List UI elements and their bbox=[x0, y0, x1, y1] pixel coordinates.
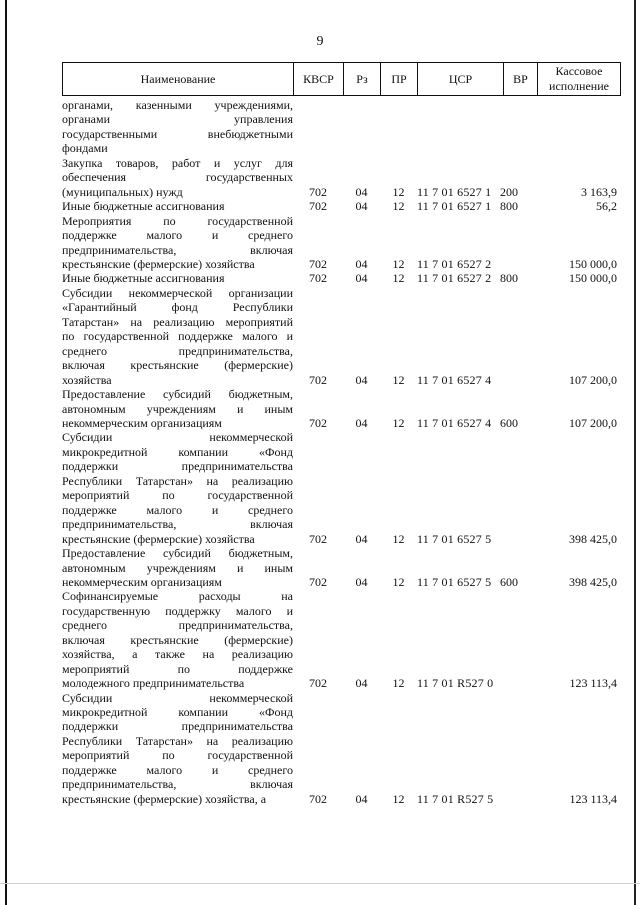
row-name-line: предпринимательства, включая bbox=[62, 777, 293, 792]
row-name bbox=[62, 156, 293, 199]
cell-rz: 04 bbox=[355, 574, 368, 589]
row-name-line: органами управления bbox=[62, 112, 293, 127]
cell-rz: 04 bbox=[355, 372, 368, 387]
row-name bbox=[62, 430, 293, 546]
table-row bbox=[0, 271, 640, 285]
row-name bbox=[62, 199, 293, 213]
row-name-line: Закупка товаров, работ и услуг для bbox=[62, 155, 293, 170]
row-name-line: Софинансируемые расходы на bbox=[62, 589, 293, 604]
cell-rz: 04 bbox=[355, 256, 368, 271]
cell-amount: 150 000,0 bbox=[569, 271, 617, 286]
row-name bbox=[62, 589, 293, 690]
row-name-line: поддержки предпринимательства bbox=[62, 719, 293, 734]
cell-pr: 12 bbox=[392, 531, 405, 546]
table-row bbox=[0, 286, 640, 387]
cell-amount: 150 000,0 bbox=[569, 256, 617, 271]
cell-amount: 107 200,0 bbox=[569, 372, 617, 387]
cell-pr: 12 bbox=[392, 574, 405, 589]
row-name bbox=[62, 214, 293, 272]
cell-csr: 11 7 01 6527 4 bbox=[417, 415, 492, 430]
table-row bbox=[0, 98, 640, 156]
cell-kvsr: 702 bbox=[309, 271, 327, 286]
cell-rz: 04 bbox=[355, 676, 368, 691]
row-name-line: (муниципальных) нужд bbox=[62, 184, 183, 199]
row-name-line: хозяйства, а также на реализацию bbox=[62, 647, 293, 662]
cell-amount: 123 113,4 bbox=[569, 791, 617, 806]
header-rz: Рз bbox=[343, 62, 380, 96]
table-row bbox=[0, 430, 640, 546]
table-body bbox=[0, 98, 640, 806]
cell-amount: 123 113,4 bbox=[569, 676, 617, 691]
cell-kvsr: 702 bbox=[309, 199, 327, 214]
cell-amount: 56,2 bbox=[596, 199, 617, 214]
row-name-line: среднего предпринимательства, bbox=[62, 618, 293, 633]
row-name-line: микрокредитной компании «Фонд bbox=[62, 705, 293, 720]
cell-rz: 04 bbox=[355, 791, 368, 806]
table-row bbox=[0, 199, 640, 213]
row-name-line: предпринимательства, включая bbox=[62, 517, 293, 532]
row-name-line: хозяйства bbox=[62, 372, 112, 387]
row-name-line: Предоставление субсидий бюджетным, bbox=[62, 387, 293, 402]
row-name-line: обеспечения государственных bbox=[62, 170, 293, 185]
cell-pr: 12 bbox=[392, 372, 405, 387]
row-name-line: поддержки предпринимательства bbox=[62, 459, 293, 474]
row-name-line: по государственной поддержке малого и bbox=[62, 329, 293, 344]
cell-pr: 12 bbox=[392, 791, 405, 806]
cell-pr: 12 bbox=[392, 415, 405, 430]
row-name bbox=[62, 546, 293, 589]
row-name-line: «Гарантийный фонд Республики bbox=[62, 300, 293, 315]
cell-kvsr: 702 bbox=[309, 676, 327, 691]
table-row bbox=[0, 214, 640, 272]
page-edge-bottom bbox=[0, 883, 640, 884]
cell-amount: 398 425,0 bbox=[569, 531, 617, 546]
cell-pr: 12 bbox=[392, 271, 405, 286]
row-name-line: Республики Татарстан» на реализацию bbox=[62, 733, 293, 748]
cell-pr: 12 bbox=[392, 676, 405, 691]
cell-kvsr: 702 bbox=[309, 574, 327, 589]
row-name-line: государственную поддержку малого и bbox=[62, 603, 293, 618]
row-name-line: мероприятий по поддержке bbox=[62, 661, 293, 676]
row-name-line: Иные бюджетные ассигнования bbox=[62, 199, 225, 214]
table-row bbox=[0, 546, 640, 589]
cell-csr: 11 7 01 R527 0 bbox=[417, 676, 494, 691]
cell-kvsr: 702 bbox=[309, 184, 327, 199]
row-name-line: некоммерческим организациям bbox=[62, 415, 222, 430]
row-name-line: включая крестьянские (фермерские) bbox=[62, 358, 293, 373]
header-csr: ЦСР bbox=[417, 62, 503, 96]
table-row bbox=[0, 691, 640, 807]
row-name-line: поддержке малого и среднего bbox=[62, 762, 293, 777]
table-row bbox=[0, 387, 640, 430]
row-name-line: крестьянские (фермерские) хозяйства bbox=[62, 256, 255, 271]
row-name-line: государственными внебюджетными bbox=[62, 126, 293, 141]
header-vr: ВР bbox=[503, 62, 537, 96]
cell-rz: 04 bbox=[355, 271, 368, 286]
row-name-line: мероприятий по государственной bbox=[62, 748, 293, 763]
row-name-line: крестьянские (фермерские) хозяйства bbox=[62, 531, 255, 546]
cell-rz: 04 bbox=[355, 415, 368, 430]
table-row bbox=[0, 589, 640, 690]
row-name-line: некоммерческим организациям bbox=[62, 574, 222, 589]
row-name-line: автономным учреждениям и иным bbox=[62, 401, 293, 416]
row-name-line: крестьянские (фермерские) хозяйства, а bbox=[62, 791, 267, 806]
header-amount: Кассовое исполнение bbox=[537, 62, 621, 96]
row-name-line: органами, казенными учреждениями, bbox=[62, 98, 293, 112]
row-name-line: Мероприятия по государственной bbox=[62, 213, 293, 228]
cell-rz: 04 bbox=[355, 199, 368, 214]
row-name-line: мероприятий по государственной bbox=[62, 488, 293, 503]
cell-vr: 800 bbox=[500, 199, 518, 214]
page-number: 9 bbox=[316, 34, 324, 49]
cell-kvsr: 702 bbox=[309, 372, 327, 387]
cell-csr: 11 7 01 6527 5 bbox=[417, 574, 492, 589]
row-name-line: автономным учреждениям и иным bbox=[62, 560, 293, 575]
cell-csr: 11 7 01 6527 1 bbox=[417, 184, 492, 199]
row-name-line: Субсидии некоммерческой организации bbox=[62, 285, 293, 300]
row-name-line: Субсидии некоммерческой bbox=[62, 690, 293, 705]
cell-vr: 200 bbox=[500, 184, 518, 199]
row-name-line: Субсидии некоммерческой bbox=[62, 430, 293, 445]
row-name-line: среднего предпринимательства, bbox=[62, 343, 293, 358]
cell-pr: 12 bbox=[392, 256, 405, 271]
cell-vr: 800 bbox=[500, 271, 518, 286]
table-row bbox=[0, 156, 640, 199]
cell-pr: 12 bbox=[392, 199, 405, 214]
cell-amount: 398 425,0 bbox=[569, 574, 617, 589]
header-name: Наименование bbox=[62, 62, 293, 96]
cell-kvsr: 702 bbox=[309, 256, 327, 271]
row-name bbox=[62, 271, 293, 285]
cell-kvsr: 702 bbox=[309, 791, 327, 806]
row-name-line: Республики Татарстан» на реализацию bbox=[62, 473, 293, 488]
cell-csr: 11 7 01 6527 2 bbox=[417, 256, 492, 271]
row-name-line: микрокредитной компании «Фонд bbox=[62, 444, 293, 459]
cell-csr: 11 7 01 6527 5 bbox=[417, 531, 492, 546]
cell-csr: 11 7 01 R527 5 bbox=[417, 791, 494, 806]
cell-rz: 04 bbox=[355, 531, 368, 546]
row-name-line: предпринимательства, включая bbox=[62, 242, 293, 257]
row-name-line: Татарстан» на реализацию мероприятий bbox=[62, 314, 293, 329]
cell-csr: 11 7 01 6527 1 bbox=[417, 199, 492, 214]
cell-kvsr: 702 bbox=[309, 415, 327, 430]
header-kvsr: КВСР bbox=[293, 62, 343, 96]
row-name-line: молодежного предпринимательства bbox=[62, 676, 245, 691]
cell-amount: 3 163,9 bbox=[581, 184, 617, 199]
row-name bbox=[62, 691, 293, 807]
row-name-line: поддержке малого и среднего bbox=[62, 502, 293, 517]
row-name-line: включая крестьянские (фермерские) bbox=[62, 632, 293, 647]
header-pr: ПР bbox=[380, 62, 417, 96]
cell-vr: 600 bbox=[500, 574, 518, 589]
cell-amount: 107 200,0 bbox=[569, 415, 617, 430]
cell-csr: 11 7 01 6527 4 bbox=[417, 372, 492, 387]
row-name bbox=[62, 286, 293, 387]
row-name-line: Предоставление субсидий бюджетным, bbox=[62, 546, 293, 561]
row-name bbox=[62, 387, 293, 430]
row-name-line: Иные бюджетные ассигнования bbox=[62, 271, 225, 286]
cell-vr: 600 bbox=[500, 415, 518, 430]
row-name-line: поддержке малого и среднего bbox=[62, 228, 293, 243]
cell-pr: 12 bbox=[392, 184, 405, 199]
cell-kvsr: 702 bbox=[309, 531, 327, 546]
cell-rz: 04 bbox=[355, 184, 368, 199]
row-name-line: фондами bbox=[62, 141, 108, 156]
row-name bbox=[62, 98, 293, 156]
cell-csr: 11 7 01 6527 2 bbox=[417, 271, 492, 286]
